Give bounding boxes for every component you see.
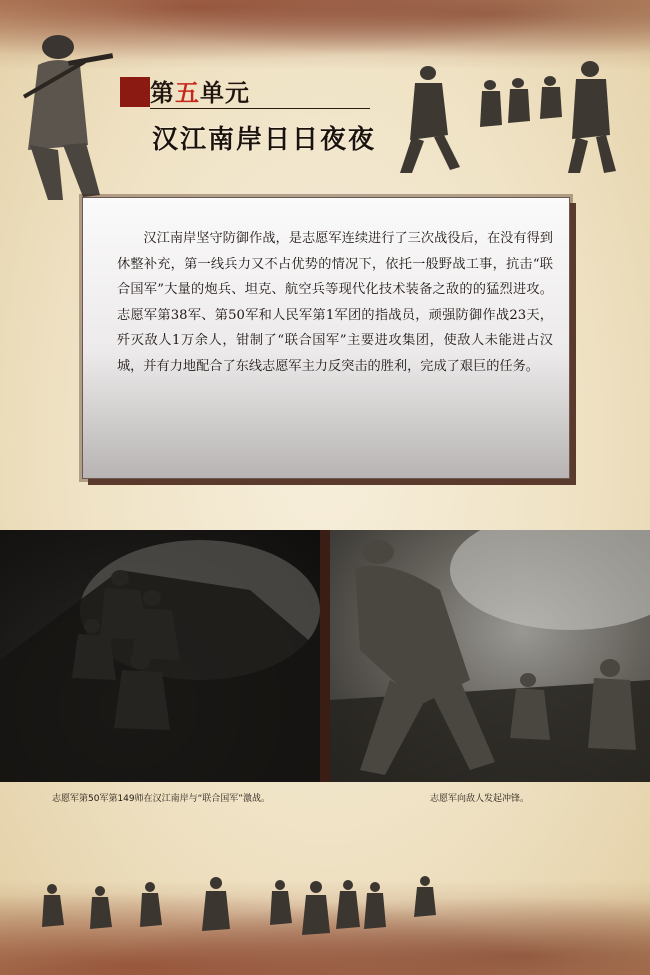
description-text: 汉江南岸坚守防御作战，是志愿军连续进行了三次战役后，在没有得到休整补充，第一线兵力又不占优势的情况下，依托一般野战工事，抗击“联合国军”大量的炮兵、坦克、航空兵等现代化技术装备之敌的的猛烈进攻。志愿军第38军、第50军和人民军第1军团的指战员，顽强防御作战23天，歼灭敌人1万余人，钳制了“联合国军”主要进攻集团，使敌人未能进占汉城，并有力地配合了东线志愿军主力反突击的胜利，完成了艰巨的任务。 (117, 231, 553, 374)
unit-title: 汉江南岸日日夜夜 (152, 125, 377, 155)
soldier-bugler-photo (8, 25, 118, 205)
battle-photo-right-image (330, 530, 650, 782)
unit-marker-block (120, 77, 150, 107)
photo-caption-left: 志愿军第50军第149师在汉江南岸与“联合国军”激战。 (52, 794, 270, 804)
heading-underline (150, 108, 370, 109)
battle-photo-right (330, 530, 650, 782)
unit-heading (120, 75, 370, 115)
charging-soldiers-photo (30, 875, 450, 945)
photo-divider (320, 530, 330, 782)
description-panel (82, 197, 570, 479)
battle-photo-left (0, 530, 320, 782)
unit-number-label: 第五单元 (150, 79, 250, 107)
advancing-soldiers-photo (390, 55, 630, 175)
battle-photo-left-image (0, 530, 320, 782)
photo-caption-right: 志愿军向敌人发起冲锋。 (430, 794, 530, 804)
